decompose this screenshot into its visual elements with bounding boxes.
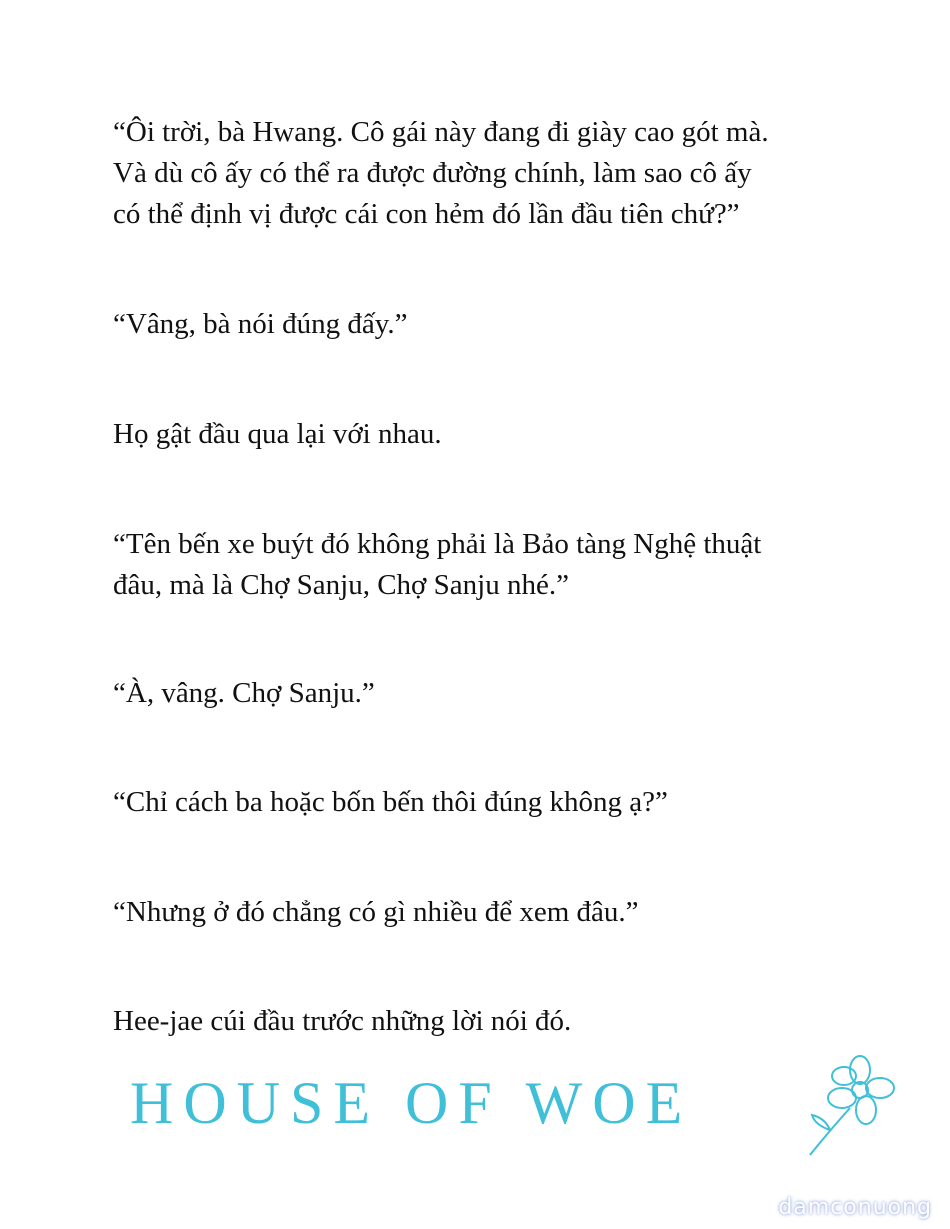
- flower-icon: [800, 1050, 900, 1160]
- paragraph-1-line-3: có thể định vị được cái con hẻm đó lần đầu tiên chứ?”: [113, 198, 740, 230]
- house-of-woe-watermark: HOUSE OF WOE: [130, 1070, 693, 1136]
- paragraph-1-line-2: Và dù cô ấy có thể ra được đường chính, làm sao cô ấy: [113, 157, 752, 189]
- paragraph-5: “À, vâng. Chợ Sanju.”: [113, 677, 375, 709]
- paragraph-7: “Nhưng ở đó chẳng có gì nhiều để xem đâu.”: [113, 896, 639, 928]
- paragraph-4-line-2: đâu, mà là Chợ Sanju, Chợ Sanju nhé.”: [113, 569, 569, 601]
- paragraph-6: “Chỉ cách ba hoặc bốn bến thôi đúng không ạ?”: [113, 786, 668, 818]
- paragraph-2: “Vâng, bà nói đúng đấy.”: [113, 308, 408, 340]
- paragraph-3: Họ gật đầu qua lại với nhau.: [113, 418, 442, 450]
- paragraph-8: Hee-jae cúi đầu trước những lời nói đó.: [113, 1005, 572, 1037]
- site-watermark: damconuong: [778, 1195, 932, 1220]
- paragraph-1-line-1: “Ôi trời, bà Hwang. Cô gái này đang đi giày cao gót mà.: [113, 116, 769, 148]
- paragraph-4-line-1: “Tên bến xe buýt đó không phải là Bảo tàng Nghệ thuật: [113, 528, 762, 560]
